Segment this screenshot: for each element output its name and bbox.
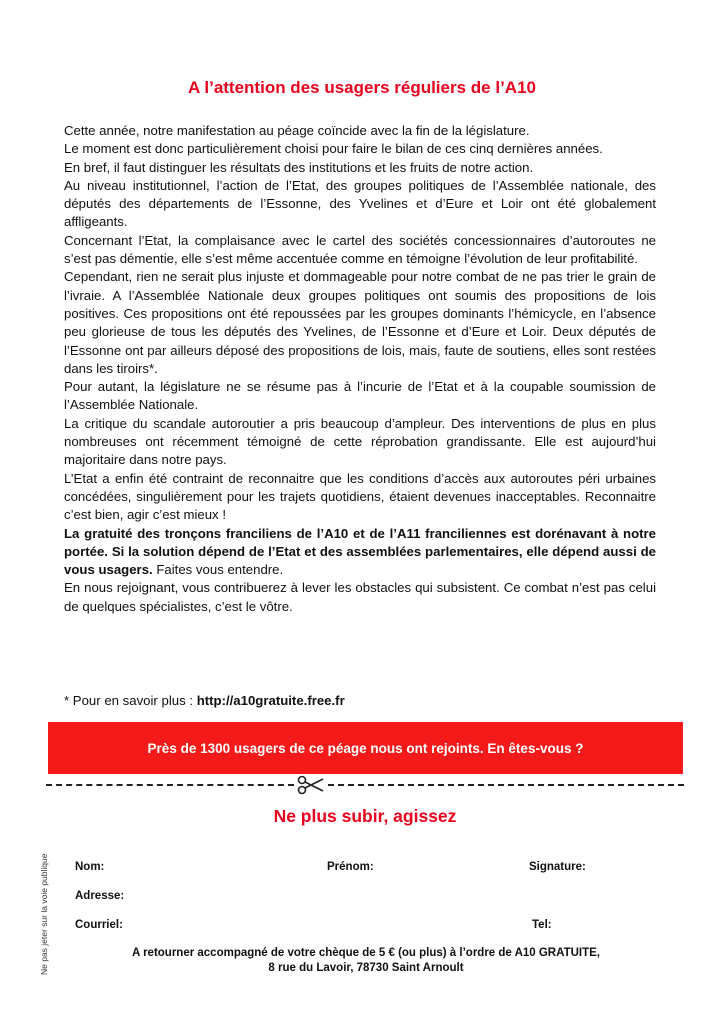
call-to-action: Faites vous entendre.	[152, 562, 284, 578]
cut-line	[46, 774, 686, 796]
website-link[interactable]: http://a10gratuite.free.fr	[196, 693, 345, 708]
bold-statement: La gratuité des tronçons franciliens de l’A10 et de l’A11 franciliennes est dorénavant à notre portée. Si la solution dépend de l’Etat et des assemblées parlementaires, elle dépend aussi de vous usagers.	[64, 525, 656, 578]
signature-field-label: Signature:	[529, 861, 586, 873]
document-title: A l’attention des usagers réguliers de l’A10	[188, 78, 536, 97]
banner-text: Près de 1300 usagers de ce péage nous ont rejoints. En êtes-vous ?	[147, 740, 584, 756]
phone-field-label: Tel:	[532, 919, 552, 931]
form-title: Ne plus subir, agissez	[273, 806, 457, 826]
scissors-icon	[296, 774, 326, 796]
email-field-label: Courriel:	[75, 919, 123, 931]
name-field-label: Nom:	[75, 861, 105, 873]
paragraph: Concernant l’Etat, la complaisance avec le cartel des sociétés concessionnaires d’autoroutes ne s’est pas démentie, elle s’est même accentuée comme en témoigne l’évolution de leur profitabilité.	[64, 232, 656, 267]
paragraph: Pour autant, la législature ne se résume pas à l’incurie de l’Etat et à la coupable soumission de l’Assemblée Nationale.	[64, 379, 656, 413]
address-field-label: Adresse:	[75, 890, 125, 902]
paragraph: Le moment est donc particulièrement choisi pour faire le bilan de ces cinq dernières années.	[64, 141, 603, 157]
letter-body	[64, 122, 656, 616]
footnote-prefix: * Pour en savoir plus :	[64, 693, 197, 708]
paragraph: L’Etat a enfin été contraint de reconnaitre que les conditions d’accès aux autoroutes péri urbaines concédées, singulièrement pour les trajets quotidiens, étaient devenues inacceptables. Reconnaitre c’est bien, agir c’est mieux !	[64, 470, 656, 523]
cut-line-right	[328, 784, 684, 786]
firstname-field-label: Prénom:	[327, 861, 374, 873]
membership-banner	[48, 722, 683, 774]
cut-line-left	[46, 784, 294, 786]
return-instructions	[60, 946, 672, 976]
footnote	[64, 693, 345, 708]
paragraph: Cependant, rien ne serait plus injuste et dommageable pour notre combat de ne pas trier le grain de l’ivraie. A l’Assemblée Nationale deux groupes politiques ont soumis des propositions de lois positives. Ces propositions ont été repoussées par les groupes dominants l’hémicycle, en l’absence peu glorieuse de tous les députés des Yvelines, de l’Essonne et d’Eure et Loir. Deux députés de l’Essonne ont par ailleurs déposé des propositions de lois, mais, faute de soutiens, elles sont restées dans les tiroirs*.	[64, 269, 656, 376]
paragraph: La critique du scandale autoroutier a pris beaucoup d’ampleur. Des interventions de plus en plus nombreuses ont récemment témoigné de cette réprobation grandissante. Elle est aujourd’hui majoritaire dans notre pays.	[64, 415, 656, 468]
paragraph: Au niveau institutionnel, l’action de l’Etat, des groupes politiques de l’Assemblée nationale, des députés des départements de l’Essonne, des Yvelines et d’Eure et Loir ont été globalement affligeants.	[64, 177, 656, 230]
return-line-1: A retourner accompagné de votre chèque de 5 € (ou plus) à l’ordre de A10 GRATUITE,	[132, 947, 600, 959]
paragraph: En bref, il faut distinguer les résultats des institutions et les fruits de notre action.	[64, 159, 534, 175]
paragraph: Cette année, notre manifestation au péage coïncide avec la fin de la législature.	[64, 123, 530, 138]
closing-paragraph: En nous rejoignant, vous contribuerez à lever les obstacles qui subsistent. Ce combat n’est pas celui de quelques spécialistes, c’est le vôtre.	[64, 580, 656, 614]
side-notice: Ne pas jeter sur la voie publique	[39, 853, 49, 975]
return-line-2: 8 rue du Lavoir, 78730 Saint Arnoult	[268, 962, 464, 974]
bold-paragraph	[64, 525, 656, 580]
